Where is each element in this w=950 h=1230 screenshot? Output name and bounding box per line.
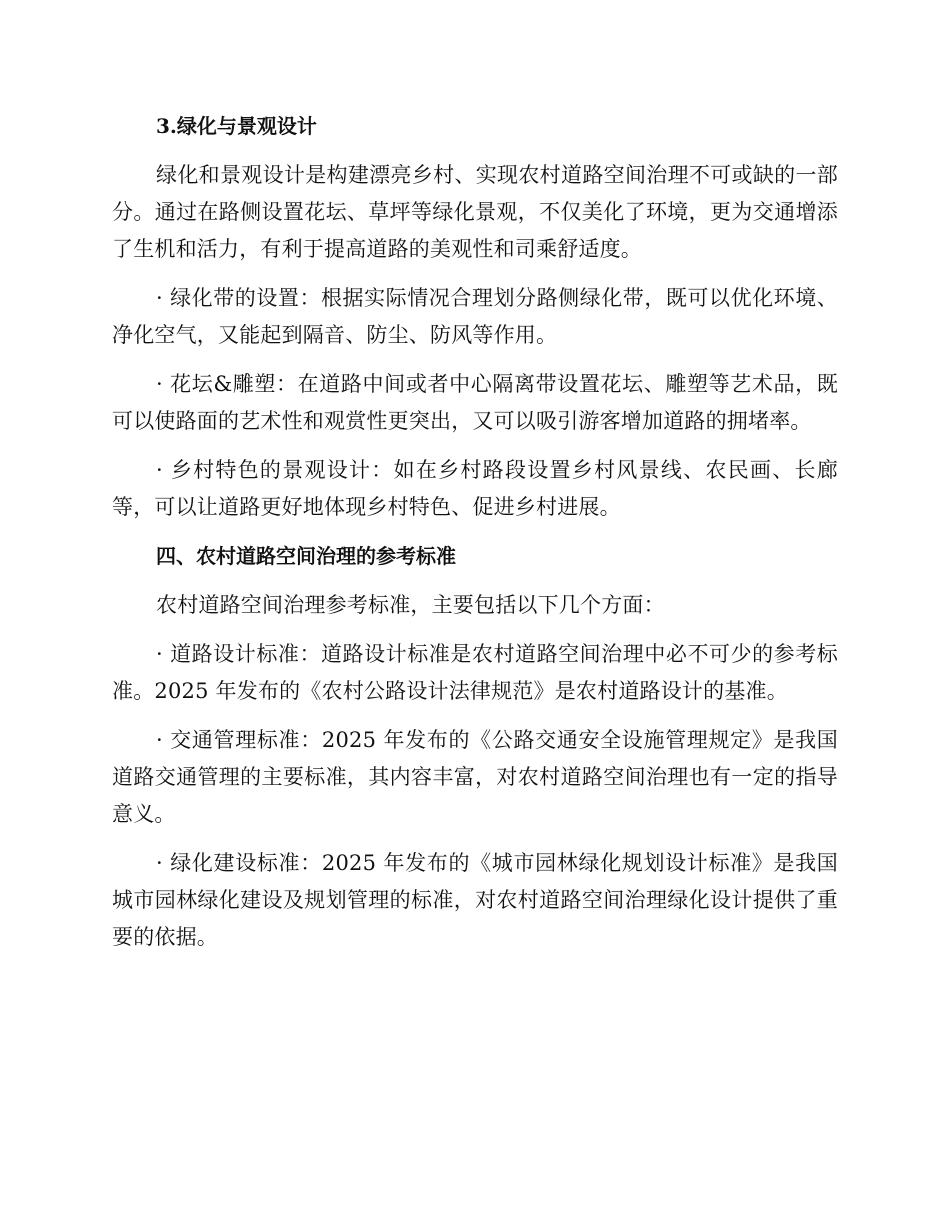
list-item-flowerbed-sculpture: · 花坛&雕塑：在道路中间或者中心隔离带设置花坛、雕塑等艺术品，既可以使路面的艺术性和观赏性更突出，又可以吸引游客增加道路的拥堵率。 (112, 372, 838, 433)
list-item-greening-belt: · 绿化带的设置：根据实际情况合理划分路侧绿化带，既可以优化环境、净化空气，又能起到隔音、防尘、防风等作用。 (112, 286, 838, 347)
paragraph-standards-intro: 农村道路空间治理参考标准，主要包括以下几个方面： (156, 593, 665, 617)
list-item-greening-construction-standard: · 绿化建设标准：2025 年发布的《城市园林绿化规划设计标准》是我国城市园林绿化建设及规划管理的标准，对农村道路空间治理绿化设计提供了重要的依据。 (112, 851, 838, 949)
list-item-road-design-standard: · 道路设计标准：道路设计标准是农村道路空间治理中必不可少的参考标准。2025 年发布的《农村公路设计法律规范》是农村道路设计的基准。 (112, 642, 838, 703)
list-item-rural-landscape: · 乡村特色的景观设计：如在乡村路段设置乡村风景线、农民画、长廊等，可以让道路更好地体现乡村特色、促进乡村进展。 (112, 458, 838, 519)
section-heading-standards: 四、农村道路空间治理的参考标准 (156, 544, 456, 568)
list-item-traffic-management-standard: · 交通管理标准：2025 年发布的《公路交通安全设施管理规定》是我国道路交通管理的主要标准，其内容丰富，对农村道路空间治理也有一定的指导意义。 (112, 728, 838, 826)
section-heading-greening: 3.绿化与景观设计 (156, 114, 317, 138)
document-page (112, 108, 838, 968)
paragraph-greening-intro: 绿化和景观设计是构建漂亮乡村、实现农村道路空间治理不可或缺的一部分。通过在路侧设置花坛、草坪等绿化景观，不仅美化了环境，更为交通增添了生机和活力，有利于提高道路的美观性和司乘舒适度。 (112, 163, 838, 261)
